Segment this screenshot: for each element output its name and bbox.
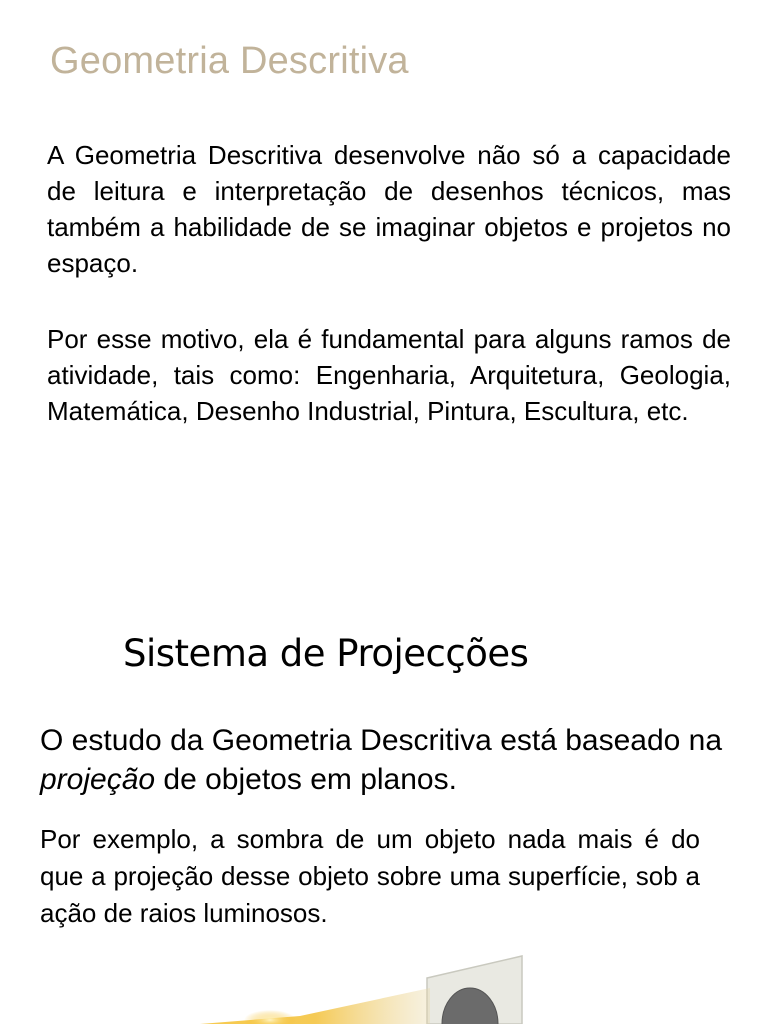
projection-illustration [0, 940, 768, 1024]
example-paragraph: Por exemplo, a sombra de um objeto nada mais é do que a projeção desse objeto sobre uma superfície, sob a ação de raios luminosos. [40, 824, 700, 928]
section-title: Sistema de Projecções [123, 632, 529, 675]
fields-paragraph: Por esse motivo, ela é fundamental para alguns ramos de atividade, tais como: Engenharia, Arquitetura, Geologia, Matemática, Desenho Industrial, Pintura, Escultura, etc. [47, 324, 731, 426]
light-rays [200, 988, 430, 1024]
lead-text-end: de objetos em planos. [155, 763, 457, 796]
intro-paragraph: A Geometria Descritiva desenvolve não só a capacidade de leitura e interpretação de desenhos técnicos, mas também a habilidade de se imaginar objetos e projetos no espaço. [47, 140, 731, 278]
lead-emphasis: projeção [40, 763, 156, 796]
section-lead [40, 721, 740, 799]
light-source [244, 1010, 296, 1024]
lead-text-start: O estudo da Geometria Descritiva está baseado na [40, 724, 723, 757]
page-title: Geometria Descritiva [50, 40, 409, 82]
